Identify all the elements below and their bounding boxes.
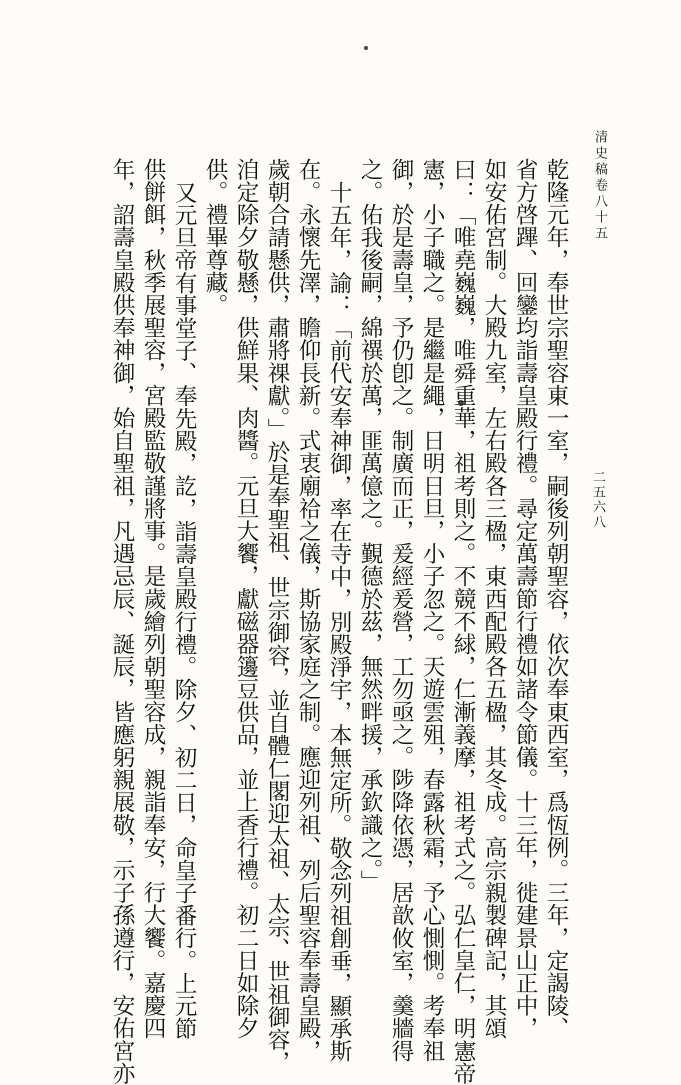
text-column: 十五年，諭：「前代安奉神御，率在寺中，別殿淨宇，本無定所。敬念列祖創垂，顯承斯 [326,180,352,1062]
print-speck [364,46,368,50]
text-column: 如安佑宮制。大殿九室，左右殿各三楹，東西配殿各五楹，其冬成。高宗親製碑記，其頌 [481,158,507,1040]
text-column: 之。佑我後嗣，綿禩於萬，匪萬億之。覲德於茲，無然畔援，承欽識之。」 [357,158,383,893]
text-column: 年，詔壽皇殿供奉神御，始自聖祖，凡遇忌辰、誕辰，皆應躬親展敬，示子孫遵行，安佑宮亦 [109,158,135,1085]
text-column: 洎定除夕敬懸，供鮮果、肉醬。元旦大饗，獻磁器籩豆供品，並上香行禮。初二日如除夕 [233,158,259,1040]
text-column: 又元旦帝有事堂子、奉先殿，訖，詣壽皇殿行禮。除夕、初二日，命皇子番行。上元節 [171,180,197,1040]
vertical-text-body [106,158,571,1085]
page-number: 二五六八 [590,470,605,530]
text-column: 憲，小子職之。是繼是繩，日明日旦，小子忽之。天遊雲殂，春露秋霜，予心惻惻。考奉祖 [419,158,445,1062]
text-column: 在。永懷先澤，瞻仰長新。式衷廟祫之儀，斯協家庭之制。應迎列祖、列后聖容奉壽皇殿， [295,158,321,1062]
text-column: 曰：「唯堯巍巍，唯舜重華，祖考則之。不競不絿，仁漸義摩，祖考式之。弘仁皇仁，明憲帝 [450,158,476,1085]
text-column: 歲朝合請懸供，肅將祼獻。」於是奉聖祖、世宗御容，並自體仁閣迎太祖、太宗、世祖御容， [264,158,290,1074]
text-column: 省方啓蹕、回鑾均詣壽皇殿行禮。尋定萬壽節行禮如諸令節儀。十三年，徙建景山正中， [512,158,538,1040]
text-column: 供。禮畢尊藏。 [202,158,228,317]
text-column: 供餅餌，秋季展聖容，宮殿監敬謹將事。是歲繪列朝聖容成，親詣奉安，行大饗。嘉慶四 [140,158,166,1040]
running-header: 清史稿卷八十五 [592,130,607,242]
text-column: 御，於是壽皇，予仍卽之。制廣而正，爰經爰營，工勿亟之。陟降依憑，居歆攸室，羹牆得 [388,158,414,1062]
text-column: 乾隆元年，奉世宗聖容東一室，嗣後列朝聖容，依次奉東西室，爲恆例。三年，定謁陵、 [543,158,569,1040]
